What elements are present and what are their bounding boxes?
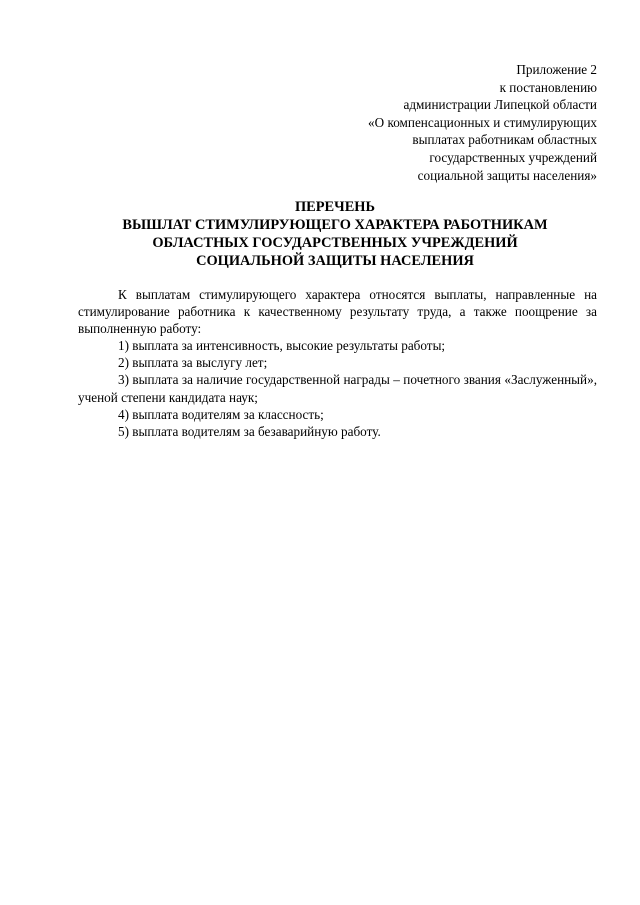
- list-item-5: 5) выплата водителям за безаварийную работу.: [118, 423, 381, 439]
- appendix-line-7: социальной защиты населения»: [417, 167, 597, 183]
- appendix-line-2: к постановлению: [499, 79, 597, 95]
- title-line-4: СОЦИАЛЬНОЙ ЗАЩИТЫ НАСЕЛЕНИЯ: [196, 253, 474, 269]
- list-item-4: 4) выплата водителям за классность;: [118, 406, 324, 422]
- list-item-1: 1) выплата за интенсивность, высокие результаты работы;: [118, 338, 446, 354]
- list-item-3: 3) выплата за наличие государственной награды – почетного звания «Заслуженный», ученой степени кандидата наук;: [78, 372, 597, 405]
- appendix-line-3: администрации Липецкой области: [403, 97, 597, 113]
- appendix-header: [267, 61, 597, 184]
- list-item-2: 2) выплата за выслугу лет;: [118, 355, 268, 371]
- title-line-3: ОБЛАСТНЫХ ГОСУДАРСТВЕННЫХ УЧРЕЖДЕНИЙ: [152, 235, 518, 251]
- document-title: [60, 198, 610, 270]
- appendix-line-6: государственных учреждений: [429, 149, 597, 165]
- appendix-line-4: «О компенсационных и стимулирующих: [368, 114, 597, 130]
- title-line-2: ВЫШЛАТ СТИМУЛИРУЮЩЕГО ХАРАКТЕРА РАБОТНИКАМ: [122, 217, 548, 233]
- intro-paragraph: К выплатам стимулирующего характера относятся выплаты, направленные на стимулирование работника к качественному результату труда, а также поощрение за выполненную работу:: [78, 287, 597, 337]
- title-line-1: ПЕРЕЧЕНЬ: [294, 199, 376, 215]
- appendix-line-5: выплатах работникам областных: [412, 132, 597, 148]
- document-body: [78, 286, 597, 440]
- appendix-line-1: Приложение 2: [516, 62, 597, 77]
